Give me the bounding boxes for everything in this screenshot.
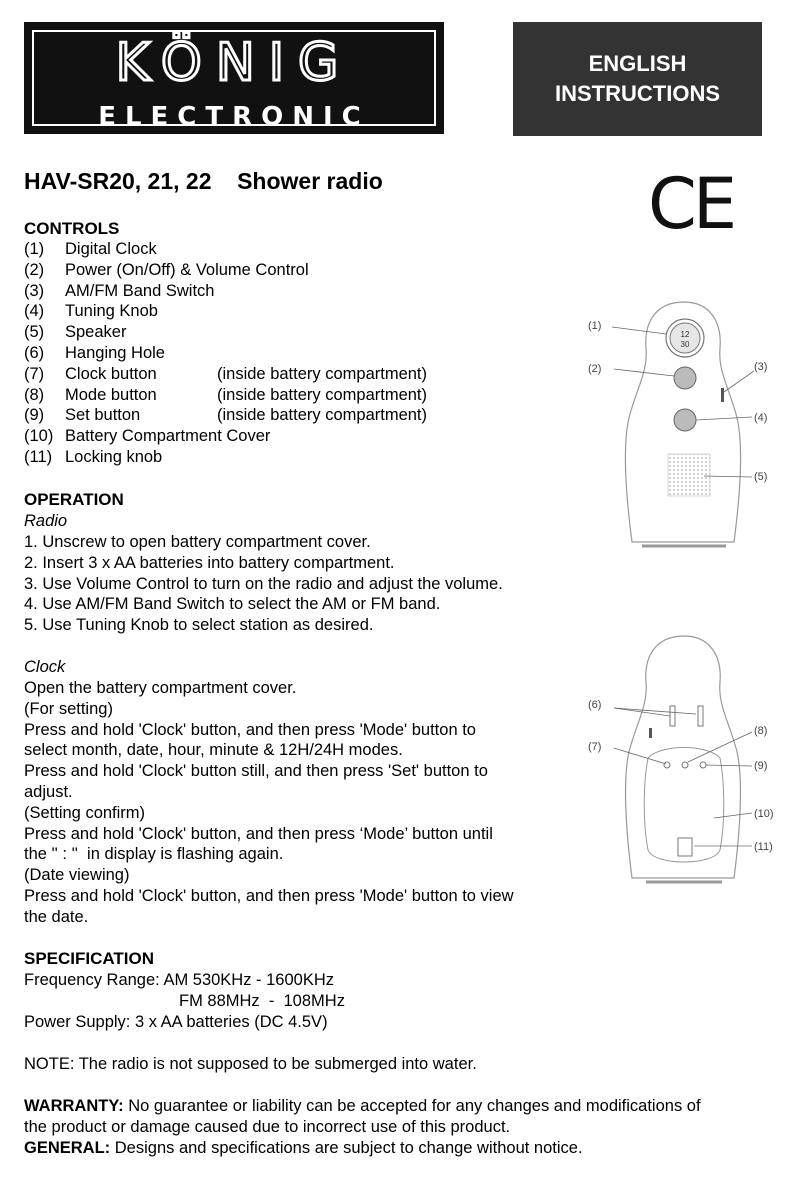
- front-view-diagram: [584, 296, 784, 552]
- label-11: (11): [754, 841, 773, 853]
- water-note: NOTE: The radio is not supposed to be submerged into water.: [24, 1055, 477, 1073]
- product-name: Shower radio: [237, 168, 383, 194]
- battery-cover: [644, 748, 724, 863]
- clock-button: [664, 762, 670, 768]
- leader-6b: [614, 708, 696, 714]
- label-6: (6): [588, 699, 602, 711]
- language-banner: [513, 22, 762, 136]
- control-number: (9): [24, 406, 45, 425]
- clock-instruction-line: adjust.: [24, 782, 73, 801]
- mode-button: [682, 762, 688, 768]
- warranty-line2: the product or damage caused due to incorrect use of this product.: [24, 1118, 511, 1136]
- control-number: (6): [24, 343, 45, 362]
- leader-6a: [614, 708, 670, 716]
- control-number: (4): [24, 302, 45, 321]
- control-label: Battery Compartment Cover: [65, 427, 271, 446]
- radio-step: 4. Use AM/FM Band Switch to select the AM or FM band.: [24, 595, 441, 614]
- ce-mark-icon: [648, 172, 740, 234]
- leader-7: [614, 748, 666, 764]
- page-title: [24, 168, 383, 195]
- leader-1: [612, 327, 666, 334]
- warranty-line1: No guarantee or liability can be accepted for any changes and modifications of: [123, 1097, 701, 1115]
- clock-display-minutes: 30: [680, 340, 690, 349]
- control-item: [24, 343, 544, 364]
- clock-instruction-line: the date.: [24, 907, 89, 926]
- label-3: (3): [754, 361, 768, 373]
- clock-display-hours: 12: [680, 330, 690, 339]
- control-number: (2): [24, 260, 45, 279]
- volume-knob: [674, 367, 696, 389]
- logo-frame: [32, 30, 436, 132]
- control-label: Speaker: [65, 323, 127, 342]
- control-note: (inside battery compartment): [217, 364, 427, 383]
- set-button: [700, 762, 706, 768]
- controls-list: [24, 239, 544, 468]
- leader-5: [704, 476, 752, 477]
- control-label: Locking knob: [65, 447, 163, 466]
- radio-step: 5. Use Tuning Knob to select station as desired.: [24, 616, 374, 635]
- control-item: [24, 260, 544, 281]
- warranty-label: WARRANTY:: [24, 1097, 124, 1115]
- label-2: (2): [588, 363, 602, 375]
- hanging-hole-right: [698, 706, 703, 726]
- control-number: (10): [24, 427, 54, 446]
- controls-heading: CONTROLS: [24, 219, 120, 238]
- control-item: [24, 322, 544, 343]
- label-1: (1): [588, 320, 602, 332]
- spec-power-supply: Power Supply: 3 x AA batteries (DC 4.5V): [24, 1013, 328, 1031]
- control-label: Digital Clock: [65, 240, 157, 258]
- control-item: [24, 405, 544, 426]
- general-text: [24, 1138, 583, 1159]
- side-switch: [649, 728, 652, 738]
- speaker-grille: [668, 454, 710, 496]
- control-number: (7): [24, 364, 45, 383]
- clock-subheading: Clock: [24, 658, 66, 676]
- clock-instruction-line: Press and hold 'Clock' button, and then press 'Mode' button to view: [24, 886, 514, 905]
- brand-wordmark: [34, 32, 434, 90]
- radio-steps: [24, 532, 584, 636]
- label-9: (9): [754, 760, 768, 772]
- control-number: (8): [24, 385, 45, 404]
- control-note: (inside battery compartment): [217, 406, 427, 425]
- control-number: (11): [24, 447, 53, 466]
- clock-instruction-line: Press and hold 'Clock' button, and then press 'Mode' button to: [24, 720, 476, 739]
- general-line: Designs and specifications are subject to change without notice.: [110, 1139, 583, 1157]
- control-note: (inside battery compartment): [217, 385, 427, 404]
- clock-instruction-line: (Date viewing): [24, 866, 130, 885]
- control-item: [24, 301, 544, 322]
- clock-instruction-line: select month, date, hour, minute & 12H/24H modes.: [24, 741, 403, 760]
- tuning-knob: [674, 409, 696, 431]
- clock-instruction-line: (For setting): [24, 699, 113, 718]
- doc-type-label: INSTRUCTIONS: [555, 81, 720, 106]
- leader-9: [706, 765, 752, 766]
- control-item: [24, 281, 544, 302]
- operation-heading: OPERATION: [24, 490, 124, 509]
- svg-text:CE: CE: [648, 172, 734, 234]
- control-label: Mode button: [65, 385, 157, 404]
- control-label: Clock button: [65, 364, 157, 383]
- control-item: [24, 426, 544, 447]
- spec-frequency: [24, 970, 334, 991]
- language-label: ENGLISH: [588, 51, 687, 76]
- label-5: (5): [754, 471, 768, 483]
- leader-3: [724, 371, 754, 392]
- freq-am: AM 530KHz - 1600KHz: [163, 971, 335, 989]
- control-label: AM/FM Band Switch: [65, 281, 215, 300]
- control-number: (3): [24, 281, 45, 300]
- warranty-text: [24, 1096, 794, 1117]
- control-item: [24, 364, 544, 385]
- radio-step: 1. Unscrew to open battery compartment cover.: [24, 533, 371, 551]
- hanging-hole-left: [670, 706, 675, 726]
- control-item: [24, 447, 544, 468]
- control-label: Power (On/Off) & Volume Control: [65, 260, 309, 279]
- general-label: GENERAL:: [24, 1139, 111, 1157]
- clock-instruction-line: the '' : '' in display is flashing again.: [24, 845, 284, 864]
- leader-4: [696, 417, 752, 420]
- clock-instructions: [24, 678, 584, 928]
- label-7: (7): [588, 741, 602, 753]
- band-switch: [721, 388, 724, 402]
- control-item: [24, 385, 544, 406]
- control-label: Set button: [65, 406, 141, 425]
- clock-instruction-line: Press and hold 'Clock' button, and then press ‘Mode’ button until: [24, 824, 493, 843]
- clock-instruction-line: (Setting confirm): [24, 803, 146, 822]
- label-8: (8): [754, 725, 768, 737]
- back-view-diagram: [584, 628, 784, 888]
- label-10: (10): [754, 808, 774, 820]
- radio-subheading: Radio: [24, 512, 68, 530]
- control-number: (1): [24, 240, 45, 258]
- leader-10: [714, 813, 752, 818]
- locking-knob: [678, 838, 692, 856]
- brand-name-text: KÖNIG: [115, 33, 353, 90]
- label-4: (4): [754, 412, 768, 424]
- model-number: HAV-SR20, 21, 22: [24, 168, 212, 194]
- clock-instruction-line: Press and hold 'Clock' button still, and then press 'Set' button to: [24, 762, 488, 781]
- brand-logo: [24, 22, 444, 134]
- radio-step: 2. Insert 3 x AA batteries into battery compartment.: [24, 553, 395, 572]
- radio-step: 3. Use Volume Control to turn on the radio and adjust the volume.: [24, 574, 503, 593]
- control-number: (5): [24, 323, 45, 342]
- control-label: Tuning Knob: [65, 302, 158, 321]
- clock-instruction-line: Open the battery compartment cover.: [24, 679, 297, 697]
- specification-heading: SPECIFICATION: [24, 949, 155, 968]
- freq-fm: FM 88MHz - 108MHz: [179, 992, 345, 1010]
- control-item: [24, 239, 544, 260]
- control-label: Hanging Hole: [65, 343, 165, 362]
- brand-sub-text: ELECTRONIC: [98, 102, 370, 132]
- freq-label: Frequency Range:: [24, 971, 160, 989]
